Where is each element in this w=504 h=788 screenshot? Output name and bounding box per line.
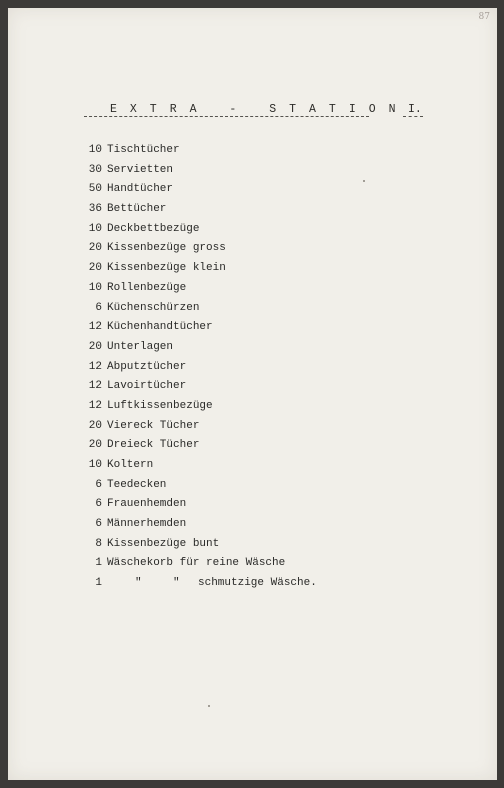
- list-item: [8, 417, 497, 437]
- linen-list: [8, 141, 497, 594]
- paper-speck: [208, 705, 210, 707]
- list-item: [8, 180, 497, 200]
- item-name: schmutzige Wäsche.: [198, 577, 317, 590]
- item-name: Rollenbezüge: [107, 281, 187, 294]
- ditto-mark: ": [135, 577, 142, 590]
- item-quantity: 12: [88, 399, 102, 412]
- item-quantity: 6: [95, 498, 102, 511]
- item-quantity: 6: [95, 518, 102, 531]
- item-quantity: 6: [95, 478, 102, 491]
- list-item: [8, 220, 497, 240]
- item-name: Männerhemden: [107, 518, 187, 531]
- item-name: Küchenhandtücher: [107, 321, 213, 334]
- item-name: Unterlagen: [107, 340, 174, 353]
- item-quantity: 30: [88, 163, 102, 176]
- list-item: [8, 318, 497, 338]
- page-number: 87: [478, 12, 490, 22]
- item-quantity: 12: [88, 321, 102, 334]
- item-name: Tischtücher: [107, 144, 180, 156]
- item-quantity: 12: [88, 380, 102, 393]
- list-item: [8, 436, 497, 456]
- list-item: [8, 377, 497, 397]
- list-item: [8, 476, 497, 496]
- document-page: [8, 8, 497, 780]
- item-name: Viereck Tücher: [107, 419, 200, 432]
- item-quantity: 20: [88, 340, 102, 353]
- item-name: Luftkissenbezüge: [107, 399, 213, 412]
- item-quantity: 6: [95, 301, 102, 314]
- item-name: Kissenbezüge bunt: [107, 537, 220, 550]
- list-item: [8, 535, 497, 555]
- item-name: Küchenschürzen: [107, 301, 200, 314]
- item-quantity: 10: [88, 459, 102, 471]
- list-item: [8, 515, 497, 535]
- item-name: Lavoirtücher: [107, 380, 187, 393]
- item-quantity: 50: [88, 183, 102, 196]
- item-name: Kissenbezüge klein: [107, 262, 226, 275]
- item-name: Frauenhemden: [107, 498, 187, 511]
- item-quantity: 20: [88, 262, 102, 275]
- item-name: Koltern: [107, 459, 154, 471]
- list-item: [8, 239, 497, 259]
- item-quantity: 1: [95, 577, 102, 590]
- list-item: [8, 358, 497, 378]
- item-name: Handtücher: [107, 183, 174, 196]
- list-item: [8, 456, 497, 476]
- list-item: [8, 161, 497, 181]
- item-quantity: 36: [88, 203, 102, 216]
- heading-underline: [84, 116, 369, 117]
- list-item: [8, 397, 497, 417]
- item-quantity: 10: [88, 281, 102, 294]
- item-quantity: 10: [88, 144, 102, 156]
- item-quantity: 8: [95, 537, 102, 550]
- item-quantity: 10: [88, 222, 102, 235]
- item-quantity: 20: [88, 419, 102, 432]
- list-item: [8, 141, 497, 161]
- item-name: Teedecken: [107, 478, 167, 491]
- item-name: Servietten: [107, 163, 174, 176]
- item-name: Wäschekorb für reine Wäsche: [107, 557, 286, 570]
- section-number: I.: [408, 103, 422, 116]
- list-item: [8, 554, 497, 574]
- item-quantity: 1: [95, 557, 102, 570]
- item-name: Bettücher: [107, 203, 167, 216]
- list-item: [8, 200, 497, 220]
- item-name: Abputztücher: [107, 360, 187, 373]
- item-quantity: 20: [88, 439, 102, 452]
- list-item: [8, 299, 497, 319]
- list-item: [8, 495, 497, 515]
- ditto-mark: ": [173, 577, 180, 590]
- paper-speck: [363, 180, 365, 182]
- document-heading: EXTRA - STATION: [110, 103, 409, 116]
- list-item-last: [8, 574, 497, 594]
- list-item: [8, 338, 497, 358]
- item-quantity: 12: [88, 360, 102, 373]
- section-underline: [403, 116, 423, 117]
- item-quantity: 20: [88, 242, 102, 255]
- item-name: Kissenbezüge gross: [107, 242, 226, 255]
- item-name: Dreieck Tücher: [107, 439, 200, 452]
- list-item: [8, 279, 497, 299]
- list-item: [8, 259, 497, 279]
- item-name: Deckbettbezüge: [107, 222, 200, 235]
